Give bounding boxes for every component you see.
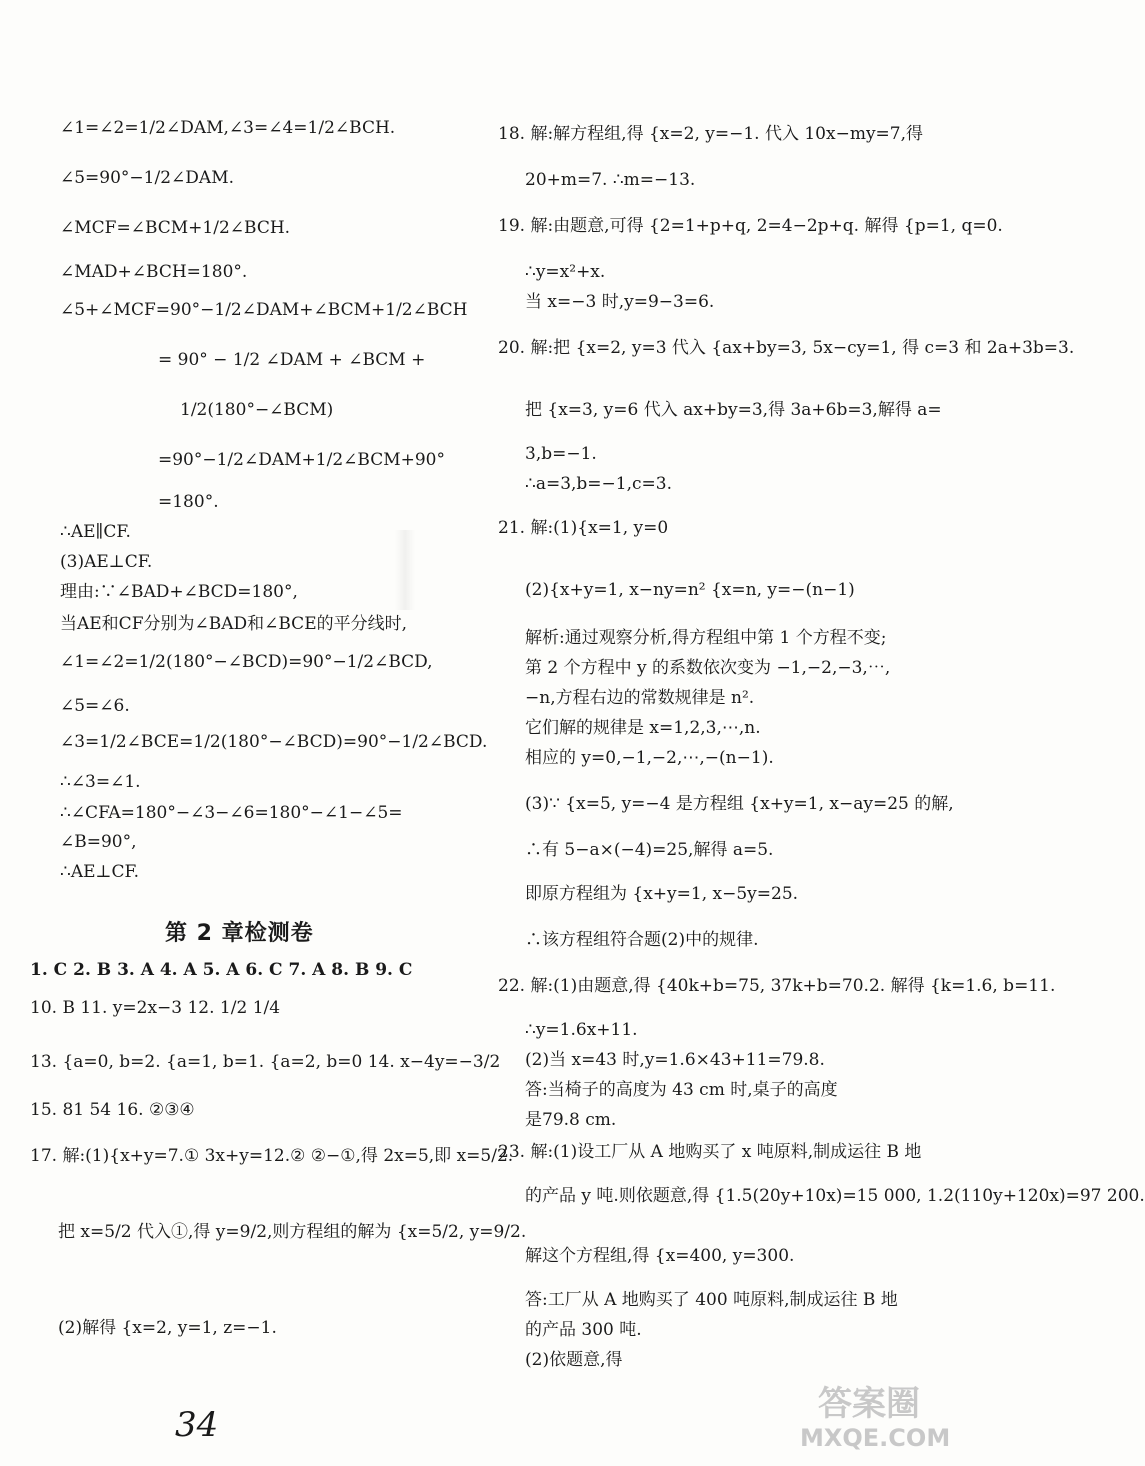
text-line: (2){x+y=1, x−ny=n² {x=n, y=−(n−1): [525, 580, 855, 600]
text-line: ∴AE⊥CF.: [60, 862, 140, 882]
text-line: 相应的 y=0,−1,−2,⋯,−(n−1).: [525, 748, 774, 768]
text-line: ∠1=∠2=1/2∠DAM,∠3=∠4=1/2∠BCH.: [60, 118, 396, 138]
text-line: 理由:∵∠BAD+∠BCD=180°,: [60, 582, 298, 602]
answer-line: 15. 81 54 16. ②③④: [30, 1100, 195, 1120]
text-line: 22. 解:(1)由题意,得 {40k+b=75, 37k+b=70.2. 解得 {k=1.6, b=11.: [498, 976, 1056, 996]
text-line: ∴∠3=∠1.: [60, 772, 141, 792]
text-line: 解析:通过观察分析,得方程组中第 1 个方程不变;: [525, 628, 887, 648]
text-line: −n,方程右边的常数规律是 n².: [525, 688, 755, 708]
text-line: 是79.8 cm.: [525, 1110, 617, 1130]
text-line: 20. 解:把 {x=2, y=3 代入 {ax+by=3, 5x−cy=1, 得 c=3 和 2a+3b=3.: [498, 338, 1075, 358]
answer-line: 把 x=5/2 代入①,得 y=9/2,则方程组的解为 {x=5/2, y=9/2.: [58, 1222, 527, 1242]
text-line: 解这个方程组,得 {x=400, y=300.: [525, 1246, 795, 1266]
text-line: ∠3=1/2∠BCE=1/2(180°−∠BCD)=90°−1/2∠BCD.: [60, 732, 488, 752]
text-line: 即原方程组为 {x+y=1, x−5y=25.: [525, 884, 799, 904]
watermark-logo: 答案圈: [818, 1384, 920, 1424]
text-line: 18. 解:解方程组,得 {x=2, y=−1. 代入 10x−my=7,得: [498, 124, 924, 144]
text-line: 19. 解:由题意,可得 {2=1+p+q, 2=4−2p+q. 解得 {p=1, q=0.: [498, 216, 1003, 236]
text-line: 1/2(180°−∠BCM): [180, 400, 334, 420]
text-line: ∴AE∥CF.: [60, 522, 131, 542]
text-line: ∠MCF=∠BCM+1/2∠BCH.: [60, 218, 291, 238]
text-line: 的产品 300 吨.: [525, 1320, 642, 1340]
text-line: ∴y=1.6x+11.: [525, 1020, 638, 1040]
answer-line: (2)解得 {x=2, y=1, z=−1.: [58, 1318, 277, 1338]
text-line: (2)依题意,得: [525, 1350, 623, 1370]
text-line: (3)∵ {x=5, y=−4 是方程组 {x+y=1, x−ay=25 的解,: [525, 794, 954, 814]
section-heading: 第 2 章检测卷: [165, 921, 314, 946]
answer-line: 13. {a=0, b=2. {a=1, b=1. {a=2, b=0 14. x−4y=−3/2: [30, 1052, 501, 1072]
text-line: 3,b=−1.: [525, 444, 597, 464]
text-line: ∠B=90°,: [60, 832, 137, 852]
text-line: 当 x=−3 时,y=9−3=6.: [525, 292, 715, 312]
text-line: 21. 解:(1){x=1, y=0: [498, 518, 669, 538]
text-line: 把 {x=3, y=6 代入 ax+by=3,得 3a+6b=3,解得 a=: [525, 400, 942, 420]
text-line: 它们解的规律是 x=1,2,3,⋯,n.: [525, 718, 761, 738]
answer-line: 17. 解:(1){x+y=7.① 3x+y=12.② ②−①,得 2x=5,即 x=5/2.: [30, 1146, 514, 1166]
text-line: (2)当 x=43 时,y=1.6×43+11=79.8.: [525, 1050, 825, 1070]
answer-line: 1. C 2. B 3. A 4. A 5. A 6. C 7. A 8. B 9. C: [30, 960, 413, 980]
text-line: 当AE和CF分别为∠BAD和∠BCE的平分线时,: [60, 614, 408, 634]
text-line: ∠MAD+∠BCH=180°.: [60, 262, 248, 282]
text-line: ∴该方程组符合题(2)中的规律.: [525, 930, 759, 950]
text-line: = 90° − 1/2 ∠DAM + ∠BCM +: [158, 350, 426, 370]
text-line: ∠5=∠6.: [60, 696, 130, 716]
text-line: ∴y=x²+x.: [525, 262, 606, 282]
text-line: 20+m=7. ∴m=−13.: [525, 170, 696, 190]
text-line: ∴有 5−a×(−4)=25,解得 a=5.: [525, 840, 774, 860]
text-line: 第 2 个方程中 y 的系数依次变为 −1,−2,−3,⋯,: [525, 658, 891, 678]
text-line: ∠5=90°−1/2∠DAM.: [60, 168, 235, 188]
watermark-url: MXQE.COM: [800, 1424, 951, 1452]
page-fold-shadow: [395, 530, 415, 610]
text-line: 答:工厂从 A 地购买了 400 吨原料,制成运往 B 地: [525, 1290, 898, 1310]
text-line: ∴∠CFA=180°−∠3−∠6=180°−∠1−∠5=: [60, 803, 403, 823]
text-line: =90°−1/2∠DAM+1/2∠BCM+90°: [158, 450, 445, 470]
page-number: 34: [175, 1405, 219, 1445]
text-line: 答:当椅子的高度为 43 cm 时,桌子的高度: [525, 1080, 838, 1100]
text-line: ∴a=3,b=−1,c=3.: [525, 474, 672, 494]
text-line: ∠5+∠MCF=90°−1/2∠DAM+∠BCM+1/2∠BCH: [60, 300, 468, 320]
answer-line: 10. B 11. y=2x−3 12. 1/2 1/4: [30, 998, 281, 1018]
text-line: 的产品 y 吨.则依题意,得 {1.5(20y+10x)=15 000, 1.2(110y+120x)=97 200.: [525, 1186, 1145, 1206]
text-line: 23. 解:(1)设工厂从 A 地购买了 x 吨原料,制成运往 B 地: [498, 1142, 922, 1162]
text-line: ∠1=∠2=1/2(180°−∠BCD)=90°−1/2∠BCD,: [60, 652, 433, 672]
text-line: (3)AE⊥CF.: [60, 552, 153, 572]
text-line: =180°.: [158, 492, 219, 512]
